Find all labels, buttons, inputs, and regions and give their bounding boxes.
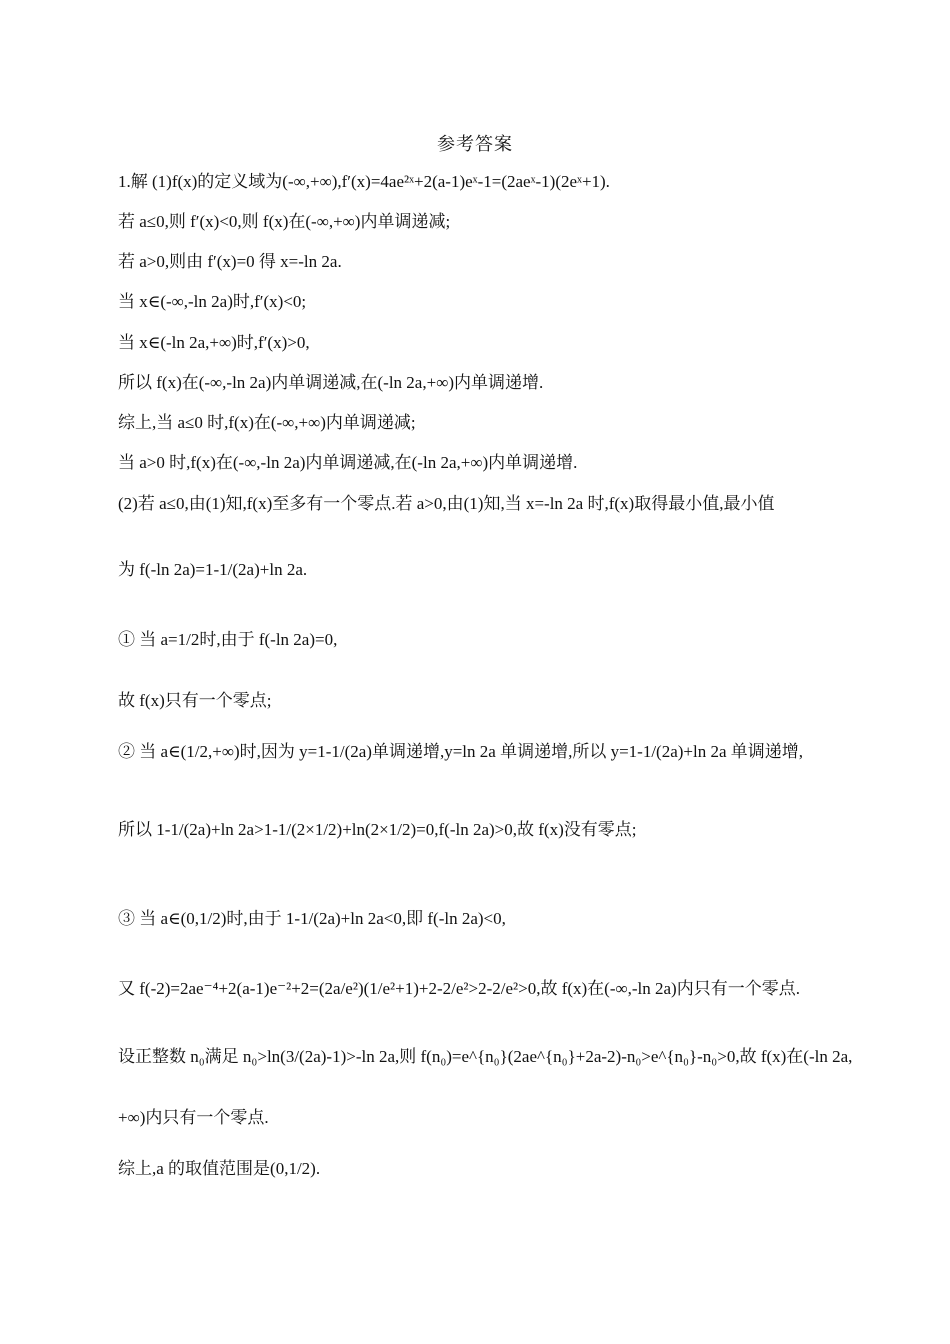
solution-line-18: +∞)内只有一个零点. <box>118 1108 269 1127</box>
solution-line-4: 当 x∈(-∞,-ln 2a)时,f′(x)<0; <box>118 292 307 311</box>
solution-line-14: 所以 1-1/(2a)+ln 2a>1-1/(2×1/2)+ln(2×1/2)=0,f(-ln 2a)>0,故 f(x)没有零点; <box>118 820 637 839</box>
solution-line-1: 1.解 (1)f(x)的定义域为(-∞,+∞),f′(x)=4ae²ˣ+2(a-1)eˣ-1=(2aeˣ-1)(2eˣ+1). <box>118 172 610 191</box>
solution-line-10: 为 f(-ln 2a)=1-1/(2a)+ln 2a. <box>118 560 308 579</box>
solution-line-8: 当 a>0 时,f(x)在(-∞,-ln 2a)内单调递减,在(-ln 2a,+∞)内单调递增. <box>118 453 578 472</box>
solution-line-6: 所以 f(x)在(-∞,-ln 2a)内单调递减,在(-ln 2a,+∞)内单调递增. <box>118 373 544 392</box>
solution-line-13: ② 当 a∈(1/2,+∞)时,因为 y=1-1/(2a)单调递增,y=ln 2a 单调递增,所以 y=1-1/(2a)+ln 2a 单调递增, <box>118 742 804 761</box>
solution-line-15: ③ 当 a∈(0,1/2)时,由于 1-1/(2a)+ln 2a<0,即 f(-ln 2a)<0, <box>118 909 506 928</box>
solution-line-17: 设正整数 n₀满足 n₀>ln(3/(2a)-1)>-ln 2a,则 f(n₀)=e^{n₀}(2ae^{n₀}+2a-2)-n₀>e^{n₀}-n₀>0,故 f(x)在(-ln 2a, <box>118 1047 853 1066</box>
solution-line-12: 故 f(x)只有一个零点; <box>118 691 272 710</box>
solution-line-19: 综上,a 的取值范围是(0,1/2). <box>118 1159 321 1178</box>
solution-line-5: 当 x∈(-ln 2a,+∞)时,f′(x)>0, <box>118 333 310 352</box>
solution-line-16: 又 f(-2)=2ae⁻⁴+2(a-1)e⁻²+2=(2a/e²)(1/e²+1)+2-2/e²>2-2/e²>0,故 f(x)在(-∞,-ln 2a)内只有一个零点. <box>118 979 800 998</box>
solution-line-3: 若 a>0,则由 f′(x)=0 得 x=-ln 2a. <box>118 252 342 271</box>
solution-line-2: 若 a≤0,则 f′(x)<0,则 f(x)在(-∞,+∞)内单调递减; <box>118 212 451 231</box>
solution-line-11: ① 当 a=1/2时,由于 f(-ln 2a)=0, <box>118 630 338 649</box>
page-title: 参考答案 <box>437 134 513 154</box>
solution-line-7: 综上,当 a≤0 时,f(x)在(-∞,+∞)内单调递减; <box>118 413 416 432</box>
solution-line-9: (2)若 a≤0,由(1)知,f(x)至多有一个零点.若 a>0,由(1)知,当 x=-ln 2a 时,f(x)取得最小值,最小值 <box>118 494 775 513</box>
